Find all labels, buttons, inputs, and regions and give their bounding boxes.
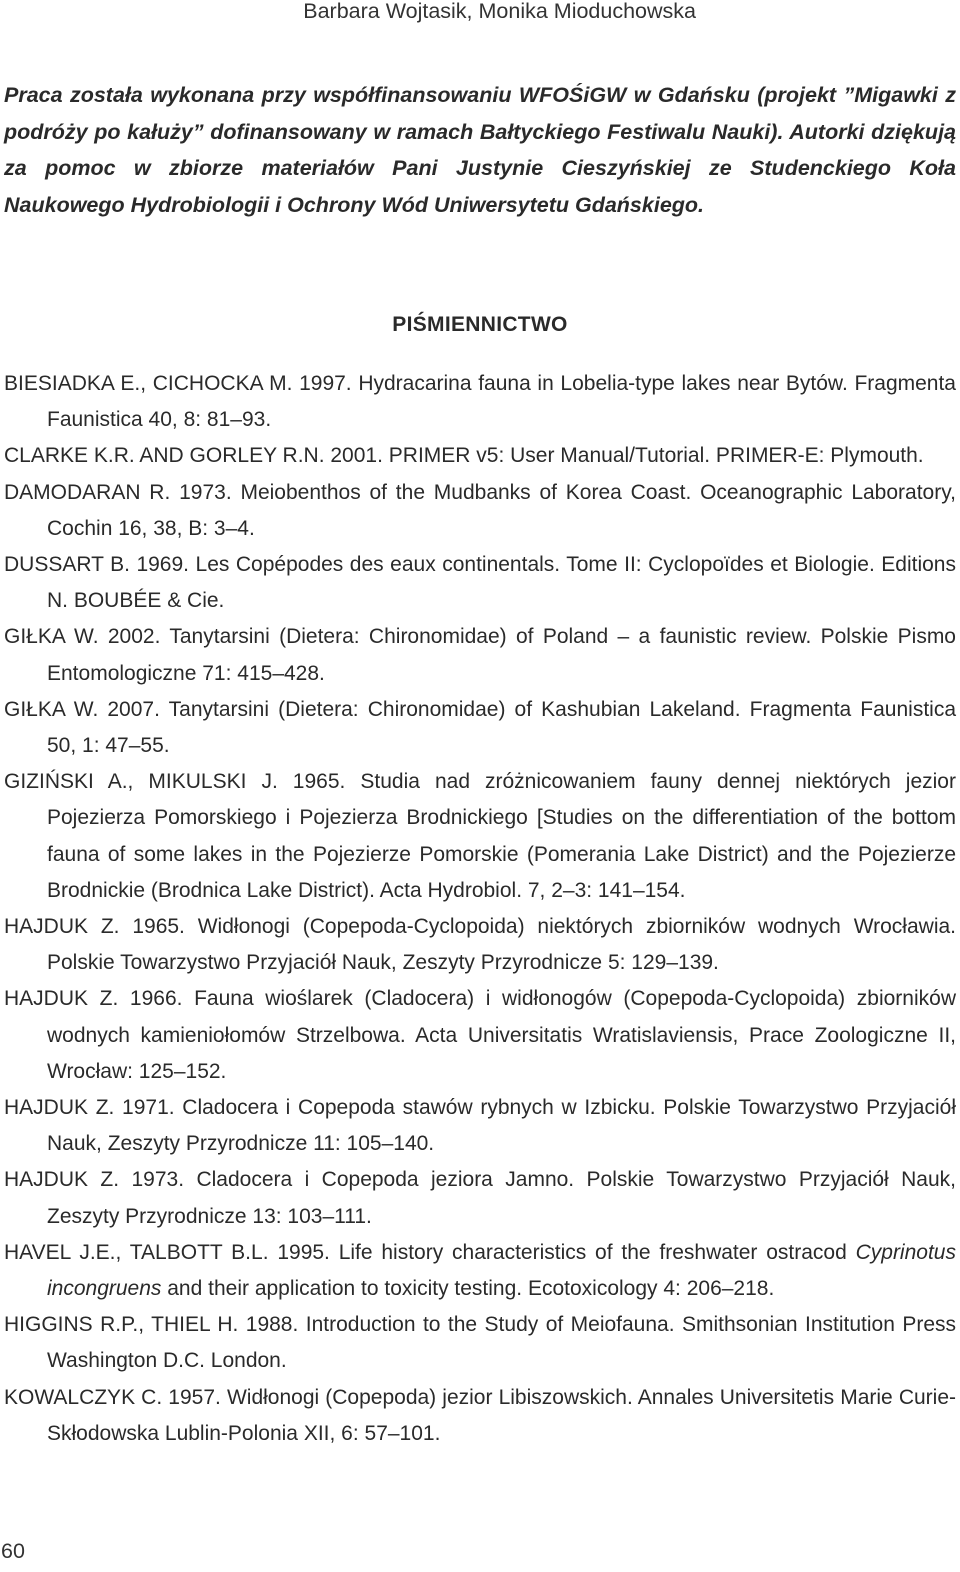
- reference-text: Studia nad zróżnicowaniem fauny dennej niektórych jezior Pojezierza Pomorskiego i Pojezierza Brodnickiego [Studies on the differentiation of the bottom fauna of some lakes in the Pojezierze Pomorskie (Pomerania Lake District) and the Pojezierze Brodnickie (Brodnica Lake District). Acta Hydrobiol. 7, 2–3: 141–154.: [47, 770, 956, 902]
- reference-authors: BIESIADKA E., CICHOCKA M. 1997.: [4, 372, 352, 395]
- reference-text: Tanytarsini (Dietera: Chironomidae) of Poland – a faunistic review. Polskie Pismo Entomologiczne 71: 415–428.: [47, 625, 956, 685]
- reference-text: Hydracarina fauna in Lobelia-type lakes near Bytów. Fragmenta Faunistica 40, 8: 81–93.: [47, 372, 956, 432]
- reference-text: Widłonogi (Copepoda) jezior Libiszowskich. Annales Universitetis Marie Curie-Skłodowska Lublin-Polonia XII, 6: 57–101.: [47, 1385, 956, 1445]
- reference-item: [4, 619, 956, 691]
- reference-authors: HAVEL J.E., TALBOTT B.L. 1995.: [4, 1240, 330, 1264]
- reference-authors: DAMODARAN R. 1973.: [4, 480, 232, 504]
- reference-authors: GIZIŃSKI A., MIKULSKI J. 1965.: [4, 770, 346, 794]
- reference-item: [4, 366, 956, 438]
- reference-text: Tanytarsini (Dietera: Chironomidae) of Kashubian Lakeland. Fragmenta Faunistica 50, 1: 47–55.: [47, 697, 957, 758]
- reference-authors: KOWALCZYK C. 1957.: [4, 1385, 221, 1409]
- reference-authors: HAJDUK Z. 1973.: [4, 1168, 185, 1192]
- page-number: 60: [1, 1539, 25, 1563]
- reference-item: [4, 1235, 956, 1307]
- reference-text: Life history characteristics of the freshwater ostracod: [338, 1240, 856, 1264]
- reference-item: [4, 1380, 956, 1452]
- reference-item: [4, 547, 956, 619]
- reference-list: [4, 366, 956, 1452]
- reference-authors: HIGGINS R.P., THIEL H. 1988.: [4, 1313, 299, 1337]
- reference-text: Fauna wioślarek (Cladocera) i widłonogów (Copepoda-Cyclopoida) zbiorników wodnych kamieniołomów Strzelbowa. Acta Universitatis Wratislaviensis, Prace Zoologiczne II, Wrocław: 125–152.: [47, 987, 956, 1083]
- reference-item: [4, 1162, 956, 1234]
- reference-text: PRIMER v5: User Manual/Tutorial. PRIMER-E: Plymouth.: [388, 444, 924, 468]
- acknowledgement-paragraph: Praca została wykonana przy współfinansowaniu WFOŚiGW w Gdańsku (projekt ”Migawki z podróży po kałuży” dofinansowany w ramach Bałtyckiego Festiwalu Nauki). Autorki dziękują za pomoc w zbiorze materiałów Pani Justynie Cieszyńskiej ze Studenckiego Koła Naukowego Hydrobiologii i Ochrony Wód Uniwersytetu Gdańskiego.: [4, 83, 956, 217]
- reference-text: Introduction to the Study of Meiofauna. Smithsonian Institution Press Washington D.C. London.: [47, 1313, 956, 1373]
- reference-authors: HAJDUK Z. 1966.: [4, 987, 183, 1011]
- reference-authors: HAJDUK Z. 1971.: [4, 1096, 175, 1120]
- reference-text: Meiobenthos of the Mudbanks of Korea Coast. Oceanographic Laboratory, Cochin 16, 38, B: 3–4.: [47, 480, 956, 540]
- reference-item: [4, 475, 956, 547]
- reference-authors: GIŁKA W. 2007.: [4, 697, 160, 721]
- section-title: PIŚMIENNICTWO: [392, 313, 568, 336]
- reference-item: [4, 692, 956, 764]
- reference-text: Les Copépodes des eaux continentals. Tome II: Cyclopoïdes et Biologie. Editions N. BOUBÉE & Cie.: [47, 553, 956, 613]
- reference-text-after: and their application to toxicity testing. Ecotoxicology 4: 206–218.: [161, 1277, 775, 1301]
- reference-text: Cladocera i Copepoda jeziora Jamno. Polskie Towarzystwo Przyjaciół Nauk, Zeszyty Przyrodnicze 13: 103–111.: [47, 1168, 956, 1228]
- reference-authors: DUSSART B. 1969.: [4, 553, 189, 577]
- reference-item: [4, 764, 956, 909]
- reference-item: [4, 1090, 956, 1162]
- reference-item: [4, 909, 956, 981]
- reference-item: [4, 1307, 956, 1379]
- reference-authors: CLARKE K.R. AND GORLEY R.N. 2001.: [4, 444, 383, 468]
- reference-item: [4, 981, 956, 1090]
- reference-text: Cladocera i Copepoda stawów rybnych w Izbicku. Polskie Towarzystwo Przyjaciół Nauk, Zeszyty Przyrodnicze 11: 105–140.: [47, 1096, 956, 1156]
- running-head: Barbara Wojtasik, Monika Mioduchowska: [303, 0, 696, 23]
- reference-italic-species: Cyprinotus incongruens: [47, 1240, 956, 1301]
- reference-authors: HAJDUK Z. 1965.: [4, 915, 185, 939]
- reference-item: [4, 438, 956, 474]
- reference-authors: GIŁKA W. 2002.: [4, 625, 161, 649]
- reference-text: Widłonogi (Copepoda-Cyclopoida) niektórych zbiorników wodnych Wrocławia. Polskie Towarzystwo Przyjaciół Nauk, Zeszyty Przyrodnicze 5: 129–139.: [47, 915, 956, 975]
